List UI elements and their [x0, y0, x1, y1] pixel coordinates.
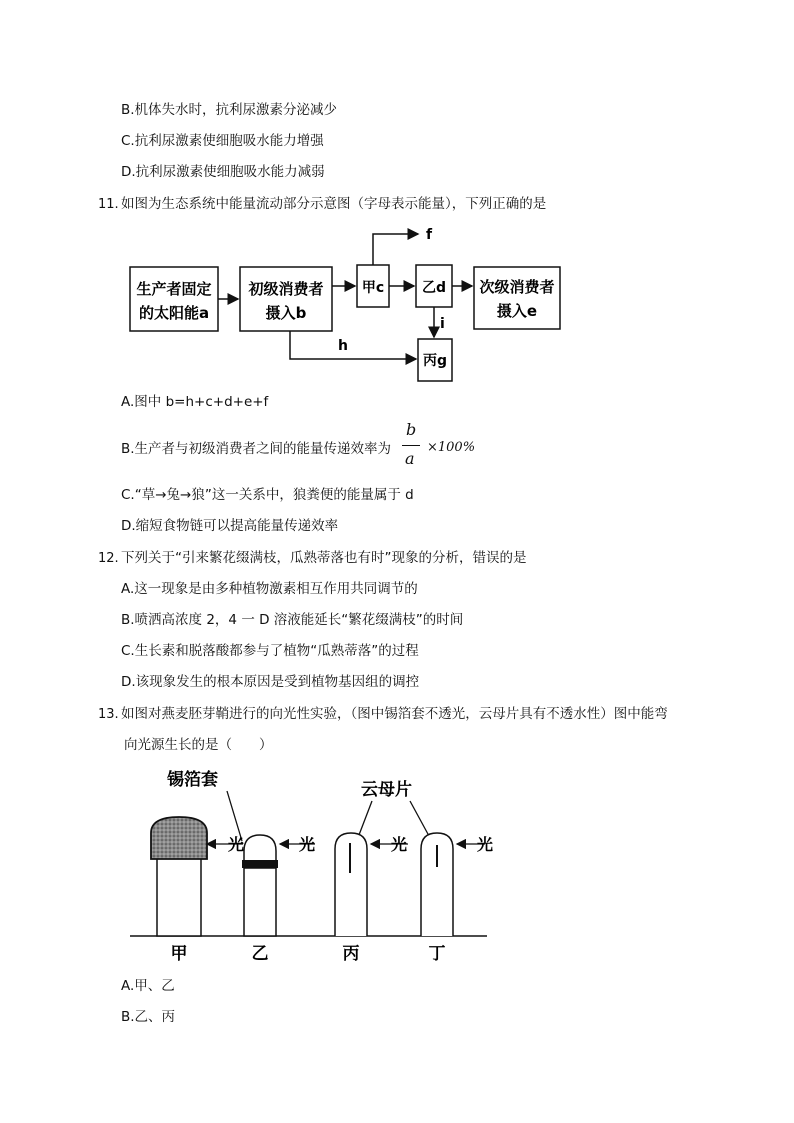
q12-option-d: D.该现象发生的根本原因是受到植物基因组的调控 — [121, 674, 420, 690]
label-foil-sleeve: 锡箔套 — [167, 770, 218, 790]
producer-label-1: 生产者固定 — [136, 280, 212, 298]
primary-label-1: 初级消费者 — [248, 280, 324, 298]
jia-label: 甲c — [361, 280, 385, 296]
secondary-label-1: 次级消费者 — [479, 278, 555, 296]
arrow-primary-bing — [290, 331, 416, 359]
q10-option-d: D.抗利尿激素使细胞吸水能力减弱 — [121, 164, 325, 180]
pointer-foil — [227, 791, 242, 841]
label-ding: 丁 — [428, 944, 446, 964]
producer-label-2: 的太阳能a — [138, 304, 210, 322]
bing-label: 丙g — [422, 353, 448, 369]
jia-coleoptile — [157, 855, 201, 936]
arrow-jia-f — [373, 234, 418, 265]
energy-flow-diagram — [120, 222, 570, 387]
light-label-ding: 光 — [477, 835, 494, 854]
light-label-bing: 光 — [391, 835, 408, 854]
yi-tip — [244, 835, 276, 860]
q11-option-c: C.“草→兔→狼”这一关系中，狼粪便的能量属于 d — [121, 487, 414, 503]
yi-black-band — [242, 860, 278, 868]
foil-sleeve — [151, 817, 207, 859]
q11-stem: 如图为生态系统中能量流动部分示意图（字母表示能量），下列正确的是 — [121, 196, 547, 212]
label-yi: 乙 — [251, 944, 269, 964]
q12-option-b: B.喷洒高浓度 2，4 一 D 溶液能延长“繁花缀满枝”的时间 — [121, 612, 464, 628]
yi-coleoptile — [244, 868, 276, 936]
q12-stem: 下列关于“引来繁花缀满枝，瓜熟蒂落也有时”现象的分析，错误的是 — [121, 550, 527, 566]
fraction-denominator: a — [405, 449, 415, 468]
fraction-numerator: b — [406, 420, 417, 439]
q10-option-b: B.机体失水时，抗利尿激素分泌减少 — [121, 102, 338, 118]
q13-option-a: A.甲、乙 — [121, 978, 175, 994]
light-label-yi: 光 — [299, 835, 316, 854]
primary-label-2: 摄入b — [265, 304, 307, 322]
q13-option-b: B.乙、丙 — [121, 1009, 176, 1025]
label-jia: 甲 — [170, 944, 188, 964]
label-h: h — [338, 338, 348, 354]
q11-option-a: A.图中 b=h+c+d+e+f — [121, 394, 269, 410]
q12-number: 12. — [98, 551, 119, 566]
q11-option-b: B.生产者与初级消费者之间的能量传递效率为 — [121, 441, 392, 457]
q11-number: 11. — [98, 197, 119, 212]
yi-label: 乙d — [421, 280, 447, 296]
label-i: i — [440, 316, 445, 332]
q12-option-a: A.这一现象是由多种植物激素相互作用共同调节的 — [121, 581, 418, 597]
q10-option-c: C.抗利尿激素使细胞吸水能力增强 — [121, 133, 324, 149]
phototropism-diagram — [125, 763, 495, 968]
q11-option-d: D.缩短食物链可以提高能量传递效率 — [121, 518, 339, 534]
light-label-jia: 光 — [228, 835, 245, 854]
q12-option-c: C.生长素和脱落酸都参与了植物“瓜熟蒂落”的过程 — [121, 643, 419, 659]
q13-number: 13. — [98, 707, 119, 722]
label-f: f — [426, 227, 433, 243]
label-mica: 云母片 — [361, 780, 412, 800]
fraction-bar — [402, 445, 420, 446]
q13-stem-line2: 向光源生长的是（ ） — [124, 737, 273, 753]
q13-stem-line1: 如图对燕麦胚芽鞘进行的向光性实验，（图中锡箔套不透光，云母片具有不透水性）图中能弯 — [121, 706, 668, 722]
label-bing: 丙 — [342, 944, 360, 964]
percent-factor: ×100% — [427, 440, 476, 455]
secondary-label-2: 摄入e — [496, 302, 538, 320]
